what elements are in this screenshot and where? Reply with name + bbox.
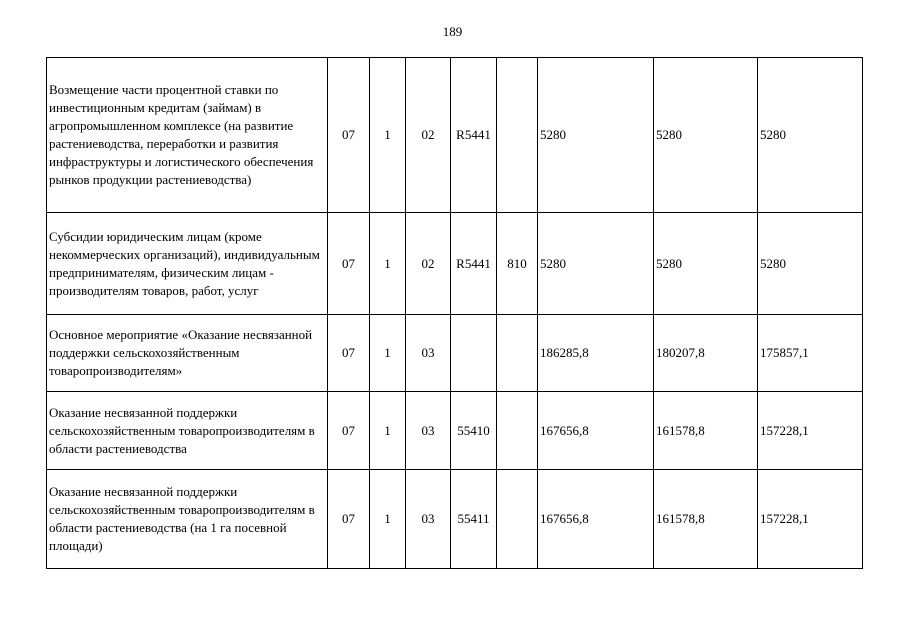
value-year-2: 161578,8 [654,470,758,569]
value-year-1: 167656,8 [538,470,654,569]
program-code: 1 [370,470,406,569]
expense-type-code: 810 [497,213,538,315]
row-name: Оказание несвязанной поддержки сельскохозяйственным товаропроизводителям в области растениеводства (на 1 га посевной площади) [47,470,328,569]
subprogram-code: 02 [406,58,451,213]
value-year-1: 5280 [538,213,654,315]
table-row [47,213,863,315]
value-year-3: 5280 [758,58,863,213]
table-row [47,315,863,392]
subprogram-code: 03 [406,470,451,569]
target-code: 55410 [451,392,497,470]
value-year-2: 5280 [654,58,758,213]
value-year-3: 175857,1 [758,315,863,392]
value-year-3: 5280 [758,213,863,315]
program-code: 1 [370,315,406,392]
value-year-3: 157228,1 [758,470,863,569]
row-name: Основное мероприятие «Оказание несвязанной поддержки сельскохозяйственным товаропроизводителям» [47,315,328,392]
program-code: 1 [370,392,406,470]
section-code: 07 [328,392,370,470]
row-name: Оказание несвязанной поддержки сельскохозяйственным товаропроизводителям в области растениеводства [47,392,328,470]
section-code: 07 [328,315,370,392]
table-row [47,392,863,470]
program-code: 1 [370,58,406,213]
table-row [47,58,863,213]
subprogram-code: 03 [406,392,451,470]
target-code: R5441 [451,58,497,213]
target-code: R5441 [451,213,497,315]
section-code: 07 [328,213,370,315]
value-year-1: 186285,8 [538,315,654,392]
program-code: 1 [370,213,406,315]
section-code: 07 [328,470,370,569]
value-year-2: 5280 [654,213,758,315]
subprogram-code: 02 [406,213,451,315]
value-year-1: 5280 [538,58,654,213]
value-year-2: 180207,8 [654,315,758,392]
page-number: 189 [442,24,463,39]
value-year-3: 157228,1 [758,392,863,470]
subprogram-code: 03 [406,315,451,392]
target-code: 55411 [451,470,497,569]
section-code: 07 [328,58,370,213]
target-code [451,315,497,392]
expense-type-code [497,58,538,213]
value-year-2: 161578,8 [654,392,758,470]
row-name: Субсидии юридическим лицам (кроме некоммерческих организаций), индивидуальным предпринимателям, физическим лицам - производителям товаров, работ, услуг [47,213,328,315]
expense-type-code [497,315,538,392]
row-name: Возмещение части процентной ставки по инвестиционным кредитам (займам) в агропромышленном комплексе (на развитие растениеводства, переработки и развития инфраструктуры и логистического обеспечения рынков продукции растениеводства) [47,58,328,213]
expense-type-code [497,392,538,470]
budget-table [46,57,863,569]
expense-type-code [497,470,538,569]
table-row [47,470,863,569]
value-year-1: 167656,8 [538,392,654,470]
